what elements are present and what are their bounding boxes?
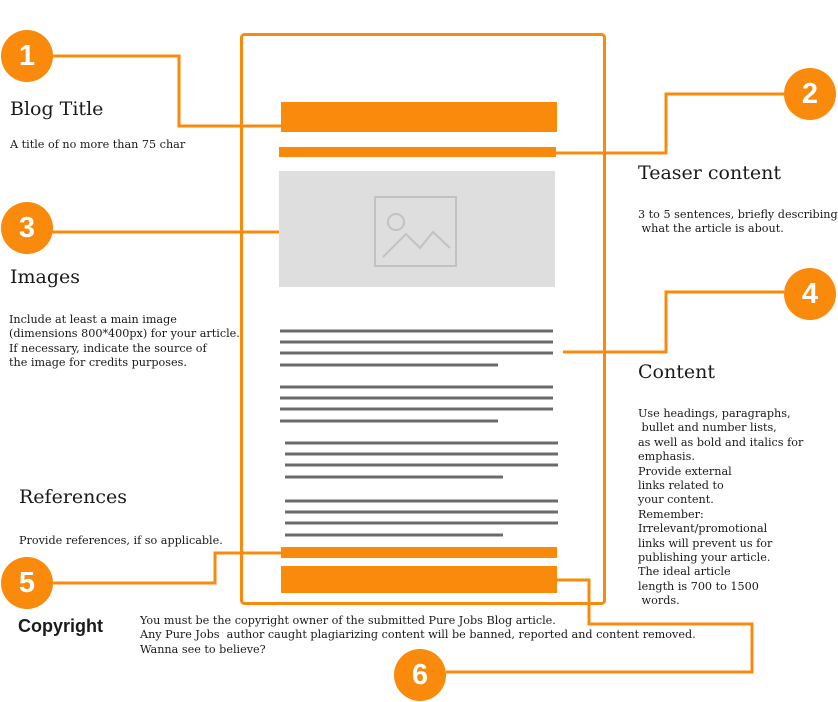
- images-heading: Images: [10, 266, 81, 288]
- references-heading: References: [19, 486, 128, 508]
- copyright-heading: Copyright: [18, 616, 103, 636]
- blog-title-heading: Blog Title: [10, 98, 104, 120]
- copyright-block: [281, 566, 557, 593]
- step-badge-2: 2: [784, 68, 836, 120]
- step-badge-4: 4: [784, 268, 836, 320]
- step-badge-1: 1: [1, 30, 53, 82]
- images-description: Include at least a main image (dimensions 800*400px) for your article. If necessary, indicate the source of the image for credits purposes.: [9, 313, 240, 370]
- step-badge-5: 5: [1, 557, 53, 609]
- step-badge-6: 6: [394, 649, 446, 701]
- connector-5: [52, 553, 281, 583]
- teaser-content-description: 3 to 5 sentences, briefly describing what the article is about.: [638, 208, 838, 236]
- references-description: Provide references, if so applicable.: [19, 534, 223, 547]
- title-block: [281, 102, 557, 132]
- connector-4: [563, 292, 784, 352]
- content-text-lines: [280, 331, 558, 535]
- references-block: [281, 547, 557, 558]
- content-description: Use headings, paragraphs, bullet and number lists, as well as bold and italics for emphasis. Provide external links related to your content. Remember: Irrelevant/promotional links will prevent us for publishing your article. The ideal article length is 700 to 1500 words.: [638, 407, 804, 608]
- teaser-content-heading: Teaser content: [638, 162, 781, 184]
- step-badge-3: 3: [1, 202, 53, 254]
- blog-title-description: A title of no more than 75 char: [10, 138, 186, 151]
- connector-2: [556, 94, 784, 153]
- teaser-block: [279, 147, 556, 157]
- content-heading: Content: [638, 361, 715, 383]
- copyright-description: You must be the copyright owner of the submitted Pure Jobs Blog article. Any Pure Jobs author caught plagiarizing content will be banned, reported and content removed. Wanna see to believe?: [140, 614, 696, 656]
- image-block: [279, 171, 555, 287]
